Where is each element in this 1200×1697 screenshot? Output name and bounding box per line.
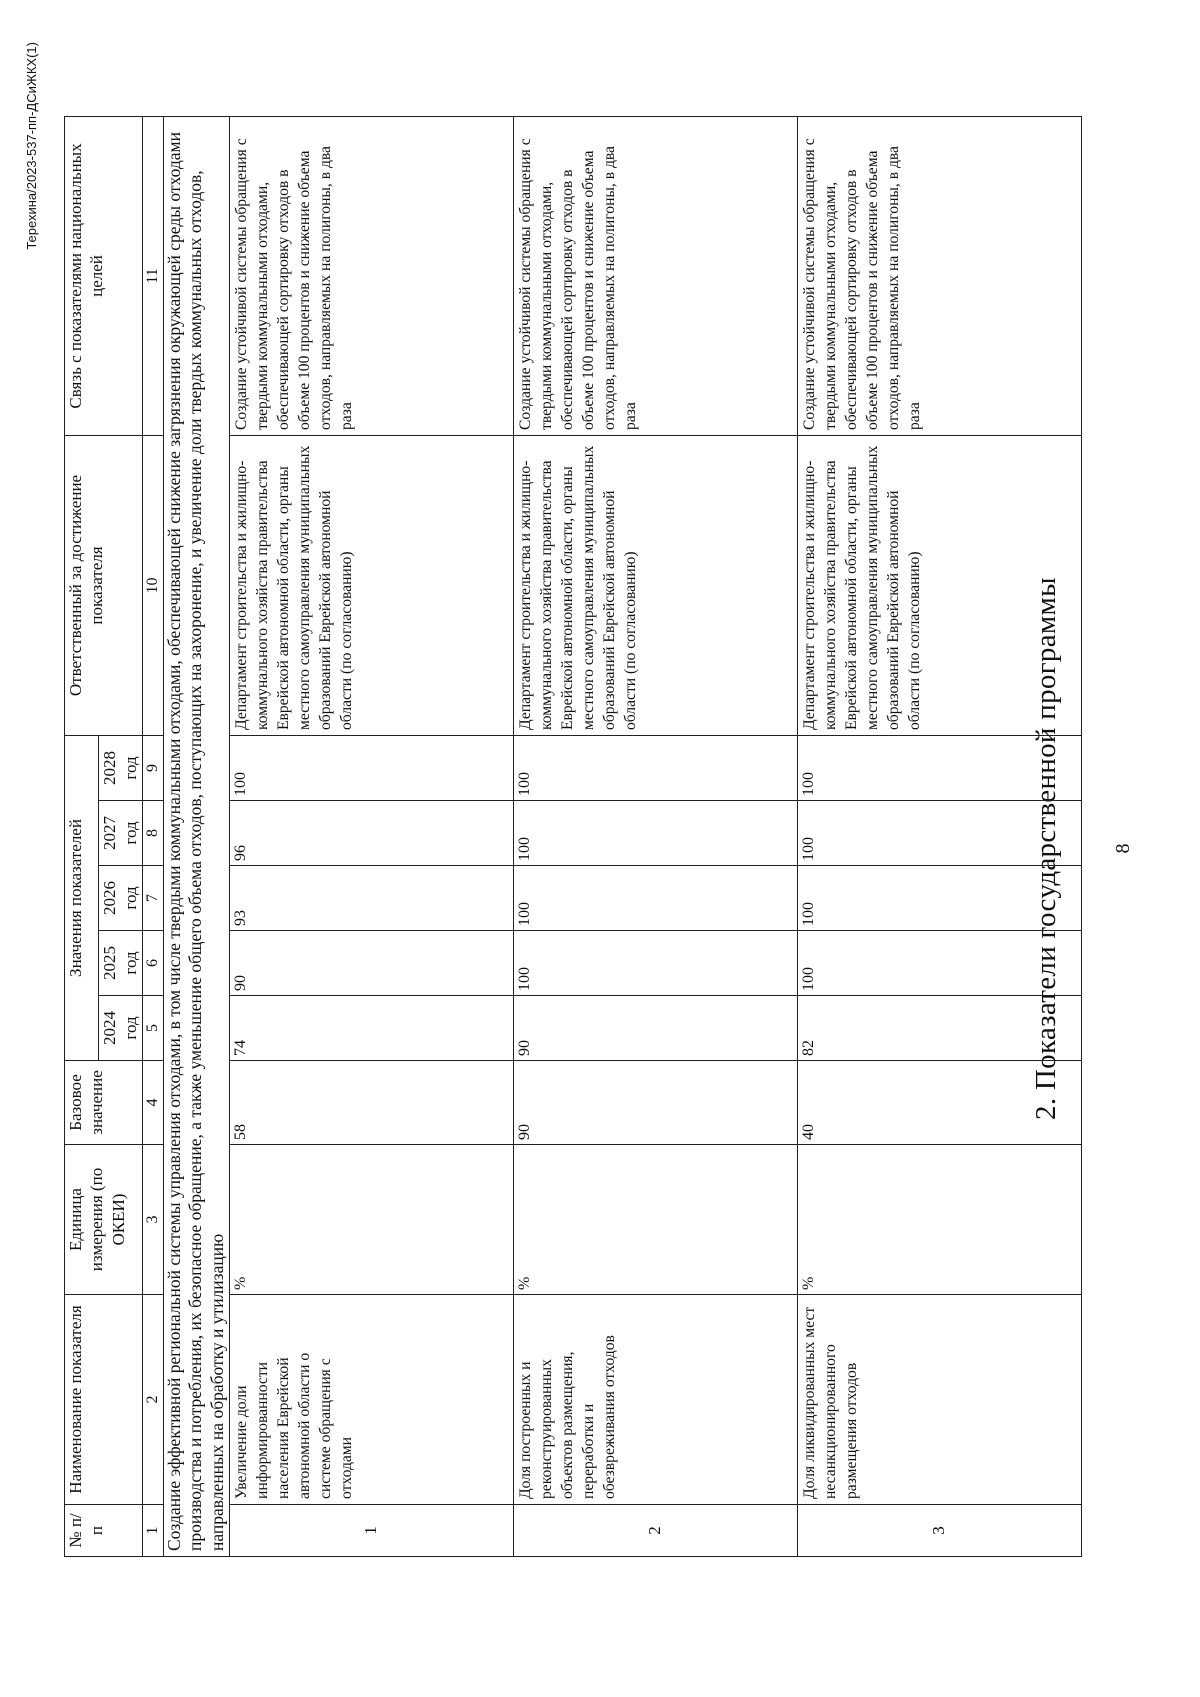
column-number: 7 bbox=[142, 866, 163, 931]
column-number: 11 bbox=[142, 117, 163, 436]
national-goal-link: Создание устойчивой системы обращения с твердыми коммунальными отходами, обеспечивающей сортировку отходов в объеме 100 процентов и снижение объема отходов, направляемых на полигоны, в два раза bbox=[230, 117, 514, 436]
table-row bbox=[798, 117, 1082, 1557]
value-2025: 100 bbox=[514, 931, 798, 996]
indicator-name: Доля ликвидированных мест несанкционированного размещения отходов bbox=[798, 1295, 1082, 1505]
base-value: 40 bbox=[798, 1061, 1082, 1145]
value-2027: 96 bbox=[230, 801, 514, 866]
column-number: 1 bbox=[142, 1505, 163, 1557]
national-goal-link: Создание устойчивой системы обращения с твердыми коммунальными отходами, обеспечивающей сортировку отходов в объеме 100 процентов и снижение объема отходов, направляемых на полигоны, в два раза bbox=[798, 117, 1082, 436]
row-number: 3 bbox=[798, 1505, 1082, 1557]
column-number: 2 bbox=[142, 1295, 163, 1505]
goal-text: Создание эффективной региональной системы управления отходами, в том числе твердыми коммунальными отходами, обеспечивающей снижение загрязнения окружающей среды отходами производства и потребления, их безопасное обращение, а также уменьшение общего объема отходов, поступающих на захоронение, и увеличение доли твердых коммунальных отходов, направленных на обработку и утилизацию bbox=[163, 117, 230, 1557]
page-number: 8 bbox=[1112, 843, 1134, 854]
header-base: Базовое значение bbox=[65, 1061, 143, 1145]
responsible-cell: Департамент строительства и жилищно-коммунального хозяйства правительства Еврейской автономной области, органы местного самоуправления муниципальных образований Еврейской автономной области (по согласованию) bbox=[514, 436, 798, 736]
national-goal-link: Создание устойчивой системы обращения с твердыми коммунальными отходами, обеспечивающей сортировку отходов в объеме 100 процентов и снижение объема отходов, направляемых на полигоны, в два раза bbox=[514, 117, 798, 436]
column-number: 8 bbox=[142, 801, 163, 866]
header-year: 2027 год bbox=[99, 801, 143, 866]
indicator-name: Увеличение доли информированности населения Еврейской автономной области о системе обращения с отходами bbox=[230, 1295, 514, 1505]
value-2024: 74 bbox=[230, 996, 514, 1061]
value-2028: 100 bbox=[514, 736, 798, 801]
header-link: Связь с показателями национальных целей bbox=[65, 117, 143, 436]
value-2026: 100 bbox=[514, 866, 798, 931]
unit-cell: % bbox=[514, 1145, 798, 1295]
responsible-cell: Департамент строительства и жилищно-коммунального хозяйства правительства Еврейской автономной области, органы местного самоуправления муниципальных образований Еврейской автономной области (по согласованию) bbox=[798, 436, 1082, 736]
column-number: 3 bbox=[142, 1145, 163, 1295]
value-2025: 100 bbox=[798, 931, 1082, 996]
responsible-cell: Департамент строительства и жилищно-коммунального хозяйства правительства Еврейской автономной области, органы местного самоуправления муниципальных образований Еврейской автономной области (по согласованию) bbox=[230, 436, 514, 736]
unit-cell: % bbox=[230, 1145, 514, 1295]
column-number: 4 bbox=[142, 1061, 163, 1145]
header-name: Наименование показателя bbox=[65, 1295, 143, 1505]
value-2024: 90 bbox=[514, 996, 798, 1061]
value-2026: 100 bbox=[798, 866, 1082, 931]
value-2026: 93 bbox=[230, 866, 514, 931]
page-title: 2. Показатели государственной программы bbox=[1030, 577, 1062, 1120]
unit-cell: % bbox=[798, 1145, 1082, 1295]
value-2024: 82 bbox=[798, 996, 1082, 1061]
base-value: 58 bbox=[230, 1061, 514, 1145]
header-year: 2025 год bbox=[99, 931, 143, 996]
table-row bbox=[514, 117, 798, 1557]
base-value: 90 bbox=[514, 1061, 798, 1145]
header-values-group: Значения показателей bbox=[65, 736, 99, 1061]
header-year: 2024 год bbox=[99, 996, 143, 1061]
column-number: 10 bbox=[142, 436, 163, 736]
document-code: Терехина/2023-537-пп-ДСиЖКХ(1) bbox=[24, 42, 39, 250]
column-number: 5 bbox=[142, 996, 163, 1061]
header-responsible: Ответственный за достижение показателя bbox=[65, 436, 143, 736]
header-year: 2026 год bbox=[99, 866, 143, 931]
header-year: 2028 год bbox=[99, 736, 143, 801]
column-number: 6 bbox=[142, 931, 163, 996]
table-row bbox=[230, 117, 514, 1557]
indicators-table bbox=[64, 116, 1082, 1557]
value-2027: 100 bbox=[514, 801, 798, 866]
indicator-name: Доля построенных и реконструированных объектов размещения, переработки и обезвреживания отходов bbox=[514, 1295, 798, 1505]
header-num: № п/п bbox=[65, 1505, 143, 1557]
row-number: 1 bbox=[230, 1505, 514, 1557]
value-2028: 100 bbox=[230, 736, 514, 801]
value-2025: 90 bbox=[230, 931, 514, 996]
row-number: 2 bbox=[514, 1505, 798, 1557]
header-unit: Единица измерения (по ОКЕИ) bbox=[65, 1145, 143, 1295]
value-2027: 100 bbox=[798, 801, 1082, 866]
column-number: 9 bbox=[142, 736, 163, 801]
value-2028: 100 bbox=[798, 736, 1082, 801]
